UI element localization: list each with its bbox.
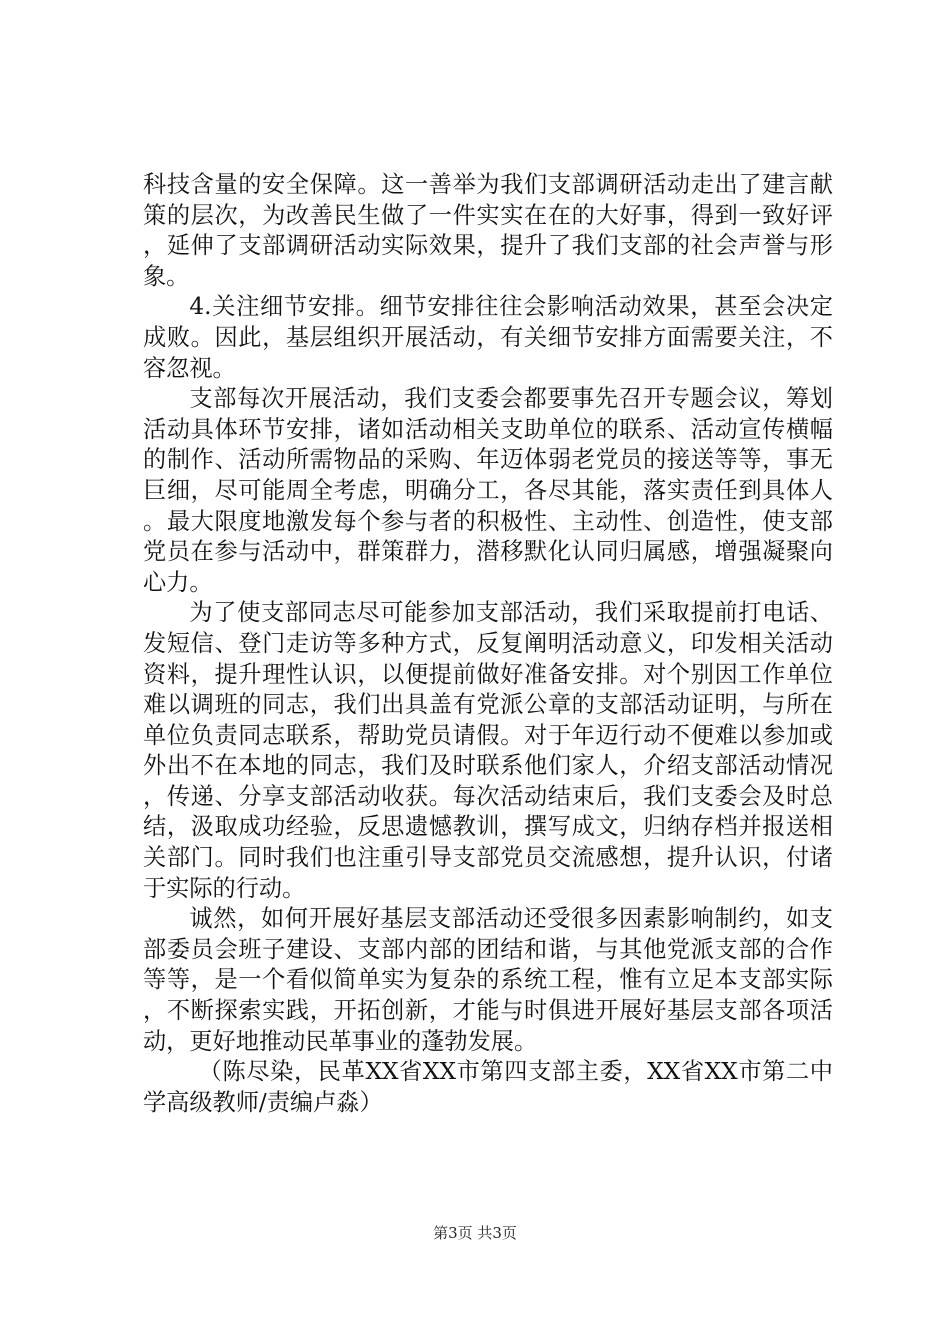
paragraph-participation: 为了使支部同志尽可能参加支部活动，我们采取提前打电话、发短信、登门走访等多种方式，反复阐明活动意义，印发相关活动资料，提升理性认识，以便提前做好准备安排。对个别因工作单位难以调班的同志，我们出具盖有党派公章的支部活动证明，与所在单位负责同志联系，帮助党员请假。对于年迈行动不便难以参加或外出不在本地的同志，我们及时联系他们家人，介绍支部活动情况，传递、分享支部活动收获。每次活动结束后，我们支委会及时总结，汲取成功经验，反思遗憾教训，撰写成文，归纳存档并报送相关部门。同时我们也注重引导支部党员交流感想，提升认识，付诸于实际的行动。	[143, 599, 833, 902]
paragraph-committee-planning: 支部每次开展活动，我们支委会都要事先召开专题会议，筹划活动具体环节安排，诸如活动相关支助单位的联系、活动宣传横幅的制作、活动所需物品的采购、年迈体弱老党员的接送等等，事无巨细，尽可能周全考虑，明确分工，各尽其能，落实责任到具体人。最大限度地激发每个参与者的积极性、主动性、创造性，使支部党员在参与活动中，群策群力，潜移默化认同归属感，增强凝聚向心力。	[143, 385, 833, 596]
page-footer: 第3页 共3页	[433, 1224, 517, 1242]
paragraph-conclusion: 诚然，如何开展好基层支部活动还受很多因素影响制约，如支部委员会班子建设、支部内部的团结和谐，与其他党派支部的合作等等，是一个看似简单实为复杂的系统工程，惟有立足本支部实际，不断探索实践，开拓创新，才能与时俱进开展好基层支部各项活动，更好地推动民革事业的蓬勃发展。	[143, 905, 833, 1055]
author-note: （陈尽染，民革XX省XX市第四支部主委，XX省XX市第二中学高级教师/责编卢淼）	[143, 1058, 833, 1116]
paragraph-continuation: 科技含量的安全保障。这一善举为我们支部调研活动走出了建言献策的层次，为改善民生做了一件实实在在的大好事，得到一致好评，延伸了支部调研活动实际效果，提升了我们支部的社会声誉与形象。	[143, 171, 833, 290]
paragraph-detail-heading: 4.关注细节安排。细节安排往往会影响活动效果，甚至会决定成败。因此，基层组织开展活动，有关细节安排方面需要关注，不容忽视。	[143, 293, 833, 382]
document-body	[143, 170, 833, 1118]
